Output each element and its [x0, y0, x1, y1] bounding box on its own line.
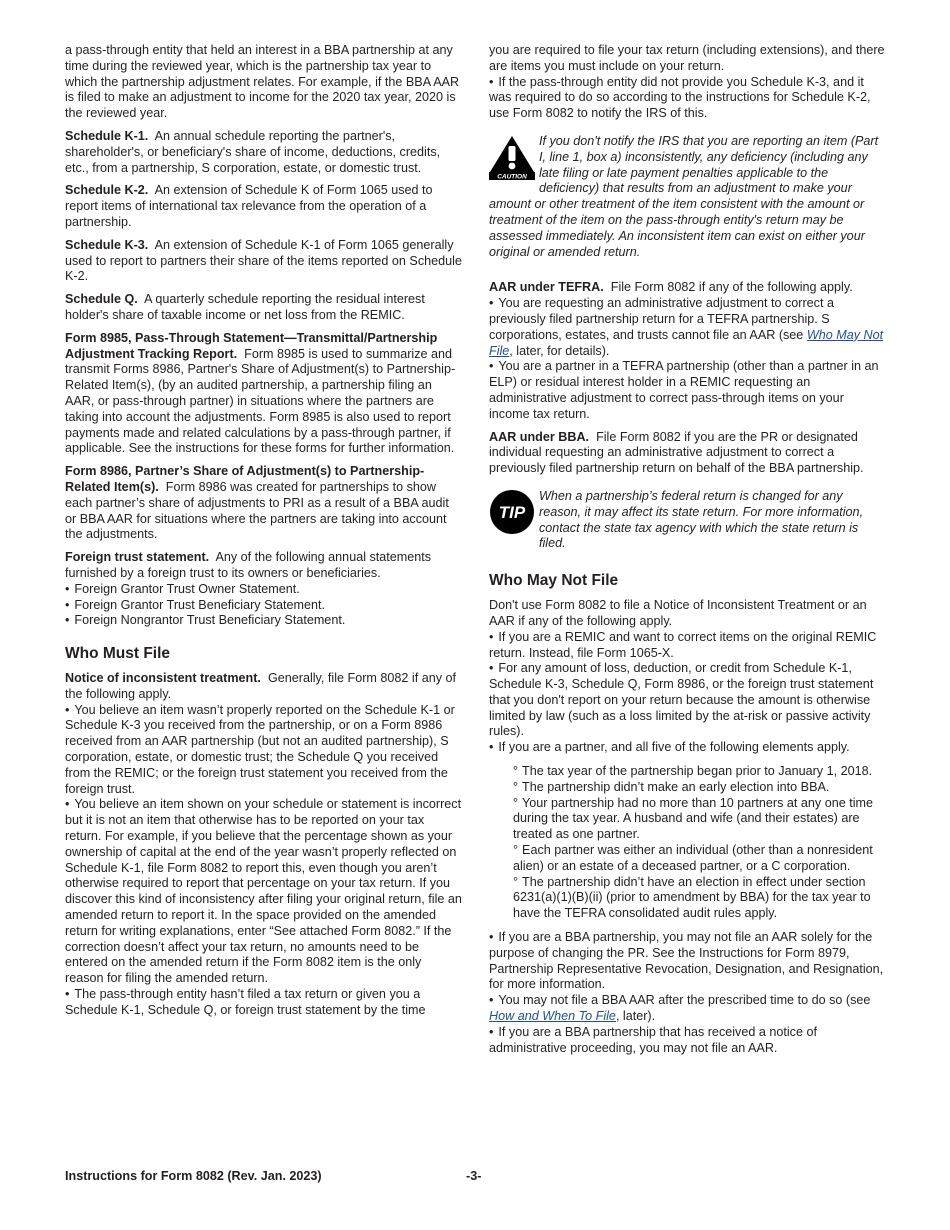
schedule-q-text: A quarterly schedule reporting the residual interest holder's share of taxable income or net loss from the REMIC.	[65, 292, 425, 322]
list-item	[489, 993, 887, 1025]
form-8986-term: Form 8986, Partner’s Share of Adjustment(s) to Partnership-Related Item(s).	[65, 464, 425, 494]
foreign-trust-list	[65, 582, 463, 629]
foreign-trust-definition	[65, 550, 463, 582]
form-8986-definition	[65, 464, 463, 543]
schedule-k3-term: Schedule K-3.	[65, 237, 149, 252]
schedule-k3-text: An extension of Schedule K-1 of Form 1065 generally used to report to partners their share of the items reported on Schedule K-2.	[65, 237, 462, 284]
elements-list	[513, 764, 887, 922]
schedule-k2-term: Schedule K-2.	[65, 183, 149, 198]
schedule-k1-term: Schedule K-1.	[65, 128, 149, 143]
list-item-text: You are requesting an administrative adjustment to correct a previously filed partnership return for a TEFRA partnership. S corporations, estates, and trusts cannot file an AAR (see	[489, 296, 834, 342]
list-item-text: , later, for details).	[509, 343, 610, 358]
tefra-text: File Form 8082 if any of the following apply.	[610, 280, 853, 295]
bba-text: File Form 8082 if you are the PR or designated individual requesting an administrative adjustment to correct a previously filed partnership return on behalf of the BBA partnership.	[489, 429, 864, 476]
tip-label: TIP	[498, 502, 526, 522]
schedule-k3-bullet: • If the pass-through entity did not provide you Schedule K-3, and it was required to do so according to the instructions for Schedule K-2, use Form 8082 to notify the IRS of this.	[489, 75, 887, 122]
list-item-text: You may not file a BBA AAR after the prescribed time to do so (see	[498, 993, 871, 1008]
bba-term: AAR under BBA.	[489, 429, 590, 444]
caution-icon	[489, 134, 535, 180]
schedule-k1-text: An annual schedule reporting the partner's, shareholder's, or beneficiary's share of income, deductions, credits, etc., from a partnership, S corporation, estate, or domestic trust.	[65, 128, 441, 175]
tip-note	[489, 489, 887, 552]
foreign-trust-term: Foreign trust statement.	[65, 550, 210, 565]
who-must-file-heading: Who Must File	[65, 645, 171, 663]
wmnf-intro: Don't use Form 8082 to file a Notice of Inconsistent Treatment or an AAR if any of the following apply.	[489, 598, 867, 628]
list-item: • If you are a BBA partnership, you may not file an AAR solely for the purpose of changing the PR. See the Instructions for Form 8979, Partnership Representative Revocation, Designation, and Resignation, for more information.	[489, 930, 887, 993]
sub-item: ° Your partnership had no more than 10 partners at any one time during the tax year. A husband and wife (and their estates) are treated as one partner.	[513, 796, 887, 843]
notice-term: Notice of inconsistent treatment.	[65, 671, 261, 686]
left-column	[65, 43, 463, 1019]
tefra-term: AAR under TEFRA.	[489, 280, 604, 295]
intro-paragraph: a pass-through entity that held an interest in a BBA partnership at any time during the reviewed year, which is the partnership tax year to which the partnership adjustment relates. For example, if the BBA AAR is filed to make an adjustment to income for the 2020 tax year, 2020 is the reviewed year.	[65, 43, 460, 121]
list-item: • Foreign Grantor Trust Owner Statement.	[65, 582, 463, 598]
caution-text: If you don't notify the IRS that you are reporting an item (Part I, line 1, box a) inconsistently, any deficiency (including any late filing or late payment penalties applicable to the deficiency) that results from an adjustment to make your amount or other treatment of the item consistent with the amount or treatment of the item on the pass-through entity's return may be assessed immediately. An inconsistent item can exist on either your original or amended return.	[489, 133, 879, 259]
form-8986-text: Form 8986 was created for partnerships to show each partner’s share of adjustments to PRI as a result of a BBA audit or BBA AAR for situations where the partners are taking into account the adjustments.	[65, 479, 449, 542]
how-and-when-to-file-link[interactable]: How and When To File	[489, 1009, 616, 1024]
sub-item: ° The partnership didn’t make an early election into BBA.	[513, 780, 887, 796]
form-8985-definition	[65, 331, 463, 457]
notice-definition	[65, 671, 463, 703]
tip-text: When a partnership’s federal return is changed for any reason, it may affect its state return. For more information, contact the state tax agency with which the state return is filed.	[539, 488, 864, 551]
schedule-k2-definition	[65, 183, 463, 230]
tefra-definition	[489, 280, 887, 296]
list-item: • If you are a partner, and all five of the following elements apply.	[489, 740, 887, 756]
list-item: • If you are a REMIC and want to correct items on the original REMIC return. Instead, file Form 1065-X.	[489, 630, 887, 662]
notice-list	[65, 703, 463, 1019]
caution-note	[489, 134, 887, 260]
list-item: • You believe an item wasn’t properly reported on the Schedule K-1 or Schedule K-3 you received from the partnership, or on a Form 8986 received from an AAR partnership (but not an audited partnership), S corporation, estate, or domestic trust; the Schedule Q you received from the REMIC; or the foreign trust statement you received from the foreign trust.	[65, 703, 463, 798]
footer-title: Instructions for Form 8082 (Rev. Jan. 2023)	[65, 1169, 322, 1183]
page-number: -3-	[466, 1169, 482, 1183]
sub-item: ° Each partner was either an individual (other than a nonresident alien) or an estate of a deceased partner, or a C corporation.	[513, 843, 887, 875]
foreign-trust-text: Any of the following annual statements furnished by a foreign trust to its owners or beneficiaries.	[65, 550, 432, 580]
list-item: • Foreign Nongrantor Trust Beneficiary Statement.	[65, 613, 463, 629]
caution-label: CAUTION	[497, 173, 527, 180]
list-item: • You are a partner in a TEFRA partnership (other than a partner in an ELP) or residual interest holder in a REMIC requesting an administrative adjustment to correct pass-through items on your income tax return.	[489, 359, 887, 422]
list-item: • You believe an item shown on your schedule or statement is incorrect but it is not an item that otherwise has to be reported on your tax return. For example, if you believe that the percentage shown as your ownership of capital at the end of the year wasn’t properly reflected on Schedule K-1, file Form 8082 to report this, even though you aren’t otherwise required to report that percentage on your tax return. If you discover this kind of inconsistency after filing your original return, file an amended return to report it. In the space provided on the amended return for writing explanations, enter “See attached Form 8082.” If the correction doesn’t affect your tax return, no amounts need to be entered on the amended return if the Form 8082 item is the only reason for filing the amended return.	[65, 797, 463, 987]
right-column	[489, 43, 887, 1056]
schedule-k1-definition	[65, 129, 463, 176]
tip-icon	[489, 489, 535, 535]
list-item: • For any amount of loss, deduction, or credit from Schedule K-1, Schedule K-3, Schedule Q, Form 8986, or the foreign trust statement that you don't report on your return because the amount is otherwise limited by law (such as a loss limited by the at-risk or passive activity rules).	[489, 661, 887, 740]
list-item: • If you are a BBA partnership that has received a notice of administrative proceeding, you may not file an AAR.	[489, 1025, 887, 1057]
schedule-q-definition	[65, 292, 463, 324]
form-8985-text: Form 8985 is used to summarize and transmit Forms 8986, Partner's Share of Adjustment(s) to Partnership-Related Item(s), (by an audited partnership, a partnership filing an AAR, or pass-through partner) in situations where the partners are taking into account the adjustments. Form 8985 is also used to report payments made and related calculations by a pass-through partner, if applicable. See the instructions for these forms for further information.	[65, 346, 456, 456]
continuation-paragraph: you are required to file your tax return (including extensions), and there are items you must include on your return.	[489, 43, 885, 73]
sub-item: ° The tax year of the partnership began prior to January 1, 2018.	[513, 764, 887, 780]
list-item-text: , later).	[615, 1009, 656, 1024]
list-item	[489, 296, 887, 359]
schedule-k2-text: An extension of Schedule K of Form 1065 used to report items of international tax relevance from the operation of a partnership.	[65, 183, 433, 229]
who-may-not-file-heading: Who May Not File	[489, 572, 619, 590]
bba-definition	[489, 430, 887, 477]
sub-item: ° The partnership didn’t have an election in effect under section 6231(a)(1)(B)(ii) (prior to amendment by BBA) for the tax year to have the TEFRA consolidated audit rules apply.	[513, 875, 887, 922]
list-item: • Foreign Grantor Trust Beneficiary Statement.	[65, 598, 463, 614]
schedule-q-term: Schedule Q.	[65, 292, 138, 307]
list-item: • The pass-through entity hasn’t filed a tax return or given you a Schedule K-1, Schedule Q, or foreign trust statement by the time	[65, 987, 463, 1019]
notice-text: Generally, file Form 8082 if any of the following apply.	[65, 671, 456, 701]
who-may-not-file-link[interactable]: Who May Not File	[489, 327, 884, 358]
schedule-k3-definition	[65, 238, 463, 285]
form-8985-term: Form 8985, Pass-Through Statement—Transmittal/Partnership Adjustment Tracking Report.	[65, 330, 438, 361]
